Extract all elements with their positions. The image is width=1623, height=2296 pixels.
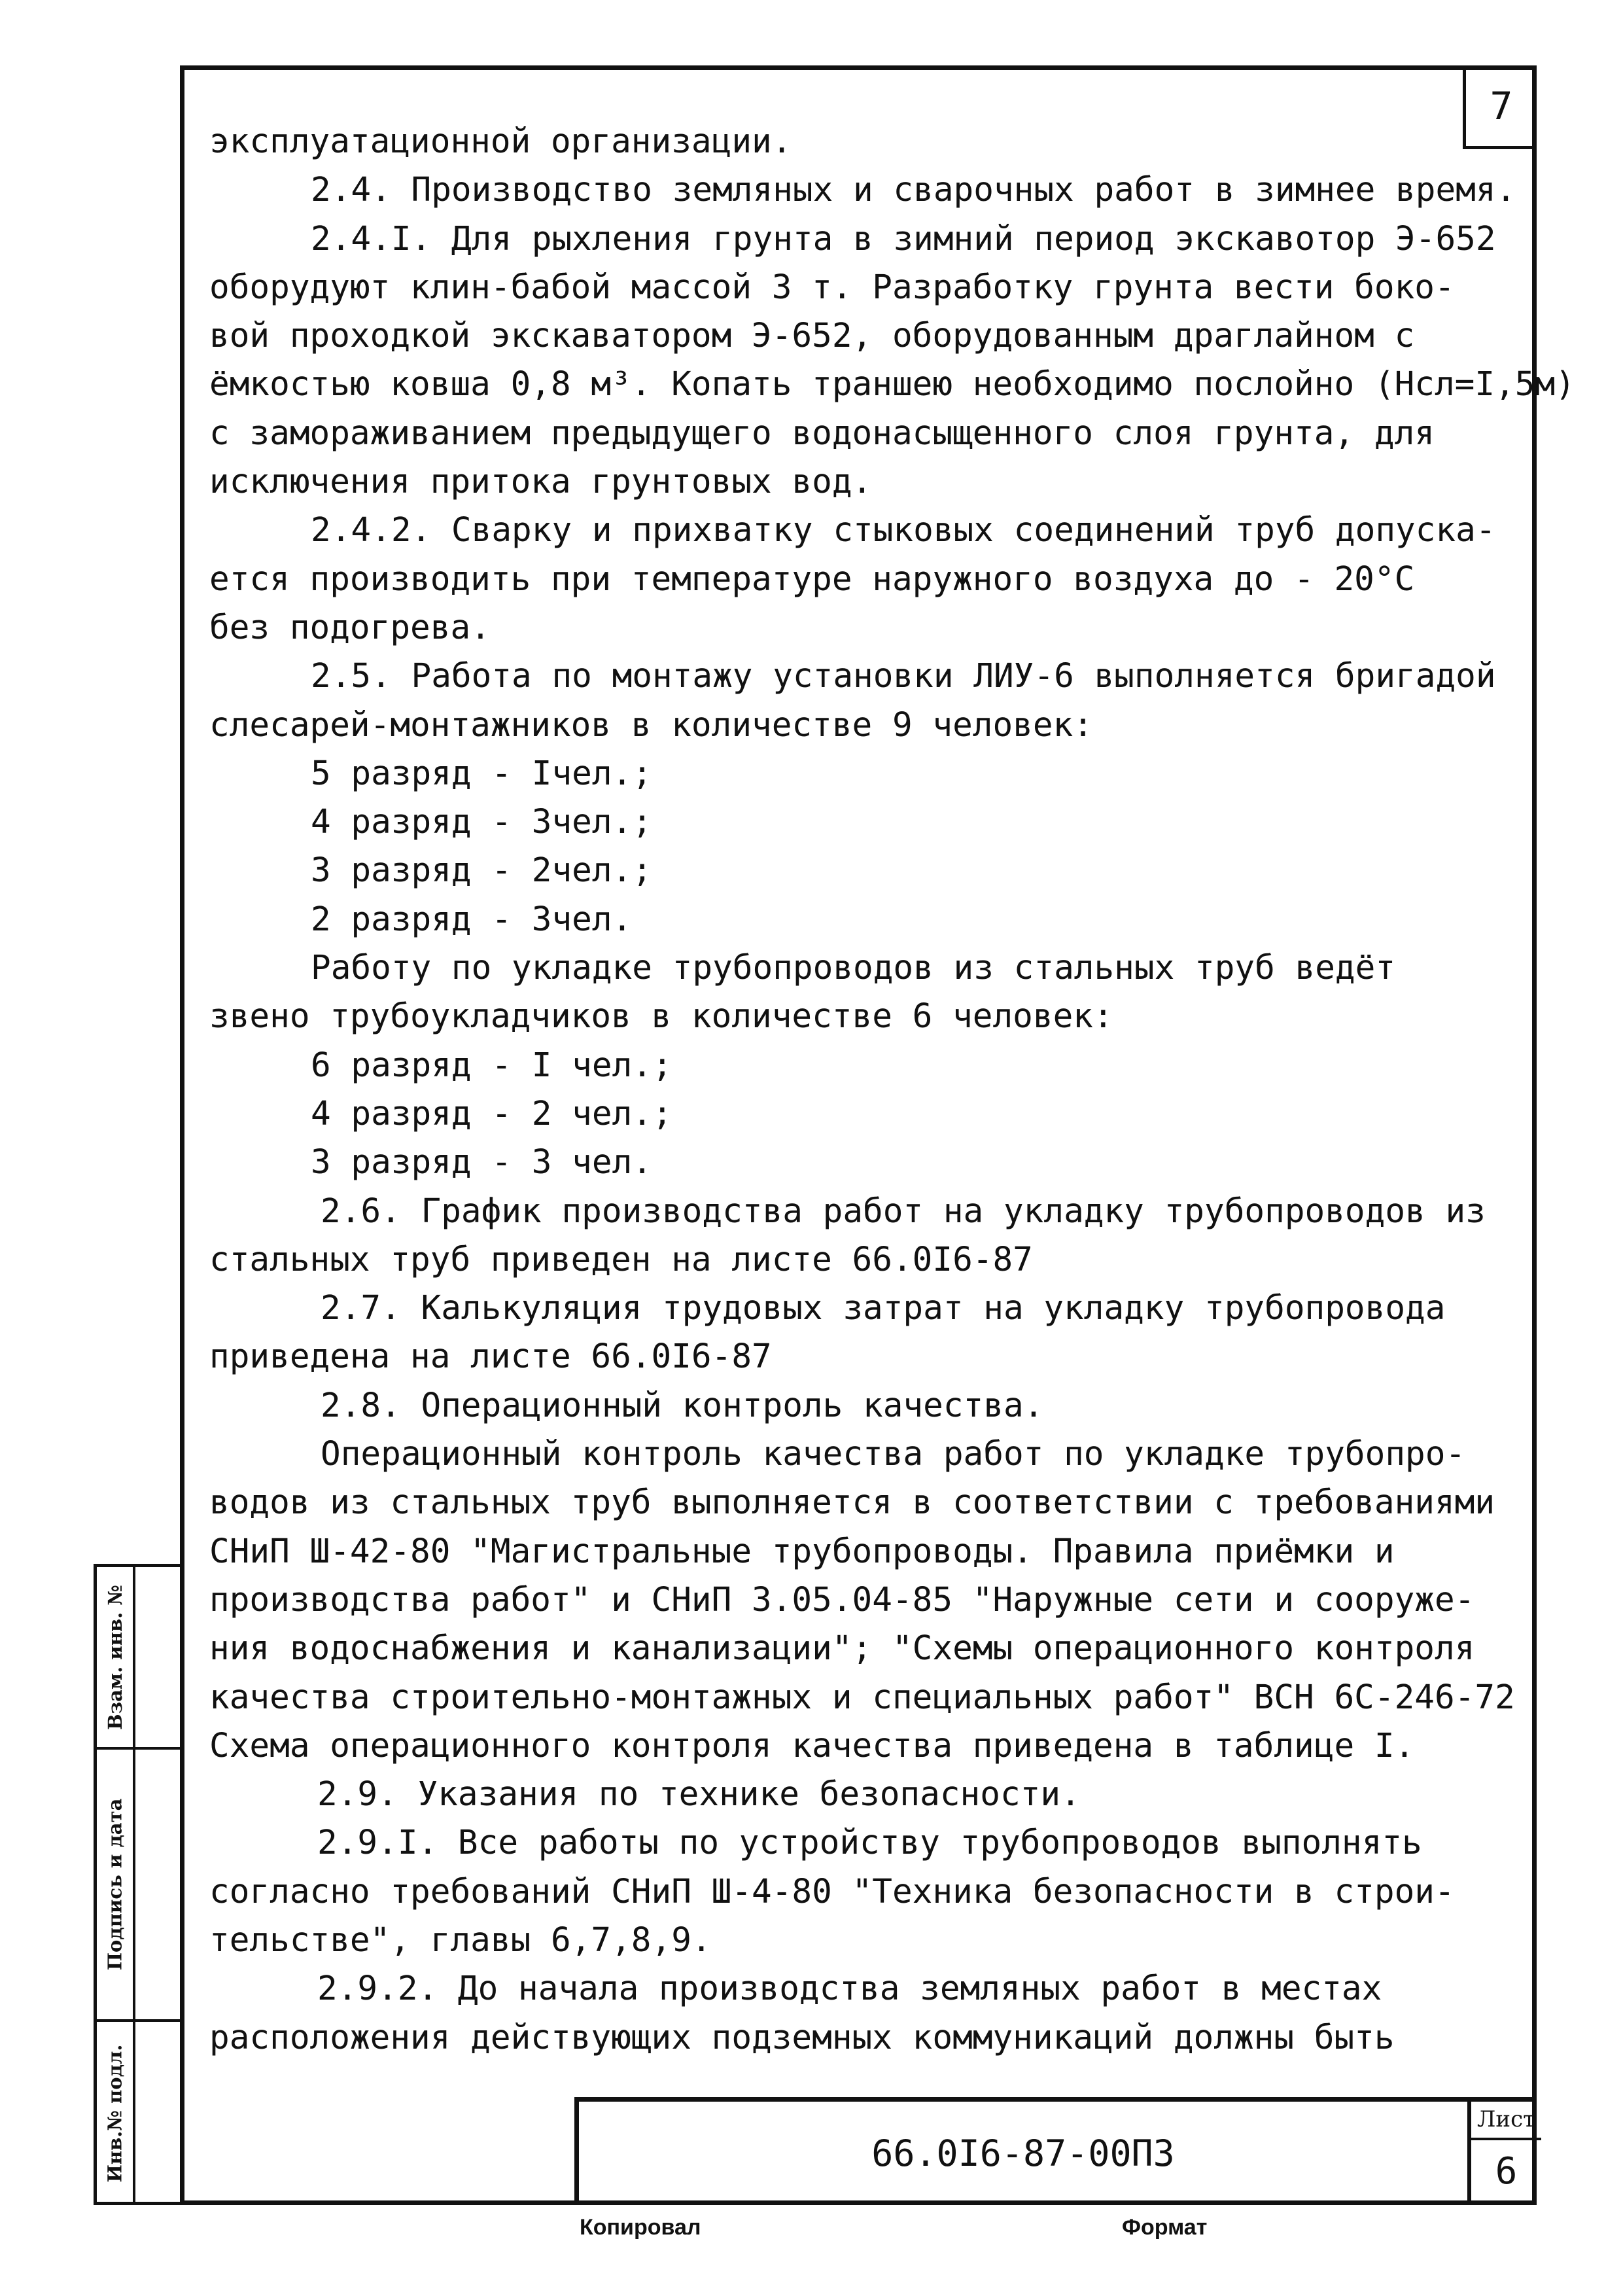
- sheet-box: [1467, 2102, 1541, 2205]
- side-label-inv-orig: Инв.№ подл.: [103, 2044, 126, 2183]
- side-strip-divider: [133, 1567, 135, 2202]
- sheet-label: Лист: [1471, 2102, 1541, 2140]
- sheet-number: 6: [1495, 2150, 1518, 2193]
- title-block: [574, 2097, 1537, 2205]
- text-line: 2.6. График производства работ на укладку трубопроводов из: [321, 1192, 1486, 1231]
- text-line: стальных труб приведен на листе 66.0I6-87: [209, 1240, 1033, 1279]
- text-line: расположения действующих подземных коммуникаций должны быть: [209, 2018, 1395, 2057]
- text-line: 2.9.2. До начала производства земляных работ в местах: [317, 1969, 1382, 2009]
- text-line: 6 разряд - I чел.;: [311, 1046, 672, 1085]
- side-cell-inv-orig: [97, 2022, 133, 2205]
- text-line: водов из стальных труб выполняется в соответствии с требованиями: [209, 1483, 1495, 1523]
- text-line: оборудуют клин-бабой массой 3 т. Разработку грунта вести боко-: [209, 268, 1455, 307]
- text-line: эксплуатационной организации.: [209, 122, 792, 161]
- text-line: исключения притока грунтовых вод.: [209, 463, 873, 502]
- text-line: без подогрева.: [209, 608, 491, 647]
- side-cell-sign-date: [97, 1750, 133, 2019]
- side-strip: [94, 1564, 180, 2205]
- text-line: звено трубоукладчиков в количестве 6 человек:: [209, 997, 1113, 1036]
- text-line: ёмкостью ковша 0,8 м³. Копать траншею необходимо послойно (Нсл=I,5м): [209, 365, 1575, 404]
- document-code: 66.0I6-87-00ПЗ: [871, 2132, 1175, 2174]
- text-line: 2.8. Операционный контроль качества.: [321, 1386, 1044, 1425]
- text-line: слесарей-монтажников в количестве 9 человек:: [209, 705, 1094, 745]
- text-line: 3 разряд - 2чел.;: [311, 851, 652, 891]
- text-line: ется производить при температуре наружного воздуха до - 20°С: [209, 559, 1415, 599]
- text-line: Операционный контроль качества работ по укладке трубопро-: [321, 1435, 1466, 1474]
- text-line: 2.4.2. Сварку и прихватку стыковых соединений труб допуска-: [311, 511, 1496, 550]
- text-line: Схема операционного контроля качества приведена в таблице I.: [209, 1726, 1415, 1765]
- text-line: приведена на листе 66.0I6-87: [209, 1337, 772, 1377]
- text-line: производства работ" и СНиП 3.05.04-85 "Наружные сети и сооруже-: [209, 1580, 1475, 1619]
- document-body: [209, 118, 1575, 2062]
- text-line: 4 разряд - 2 чел.;: [311, 1094, 672, 1133]
- text-line: СНиП Ш-42-80 "Магистральные трубопроводы. Правила приёмки и: [209, 1532, 1395, 1571]
- text-line: тельстве", главы 6,7,8,9.: [209, 1920, 712, 1960]
- text-line: 2.9. Указания по технике безопасности.: [317, 1775, 1081, 1814]
- text-line: 2.7. Калькуляция трудовых затрат на укладку трубопровода: [321, 1289, 1446, 1328]
- text-line: 2.5. Работа по монтажу установки ЛИУ-6 выполняется бригадой: [311, 657, 1496, 696]
- text-line: 5 разряд - Iчел.;: [311, 754, 652, 793]
- text-line: согласно требований СНиП Ш-4-80 "Техника безопасности в строи-: [209, 1872, 1455, 1911]
- text-line: вой проходкой экскаватором Э-652, оборудованным драглайном с: [209, 317, 1415, 356]
- side-label-inv-replace: Взам. инв. №: [103, 1584, 126, 1730]
- text-line: 2.4.I. Для рыхления грунта в зимний период экскавотор Э-652: [311, 219, 1496, 258]
- footer-copied: Копировал: [580, 2215, 701, 2240]
- side-label-sign-date: Подпись и дата: [103, 1798, 126, 1971]
- text-line: ния водоснабжения и канализации"; "Схемы операционного контроля: [209, 1629, 1475, 1669]
- text-line: качества строительно-монтажных и специальных работ" ВСН 6С-246-72: [209, 1678, 1515, 1717]
- text-line: 2.4. Производство земляных и сварочных работ в зимнее время.: [311, 171, 1516, 210]
- footer-format: Формат: [1122, 2215, 1208, 2240]
- side-cell-inv-replace: [97, 1567, 133, 1747]
- text-line: 2 разряд - 3чел.: [311, 900, 633, 939]
- text-line: 2.9.I. Все работы по устройству трубопроводов выполнять: [317, 1824, 1422, 1863]
- text-line: с замораживанием предыдущего водонасыщенного слоя грунта, для: [209, 414, 1435, 453]
- text-line: 3 разряд - 3 чел.: [311, 1143, 652, 1182]
- text-line: Работу по укладке трубопроводов из стальных труб ведёт: [311, 949, 1396, 988]
- text-line: 4 разряд - 3чел.;: [311, 803, 652, 842]
- page-number: 7: [1490, 83, 1513, 128]
